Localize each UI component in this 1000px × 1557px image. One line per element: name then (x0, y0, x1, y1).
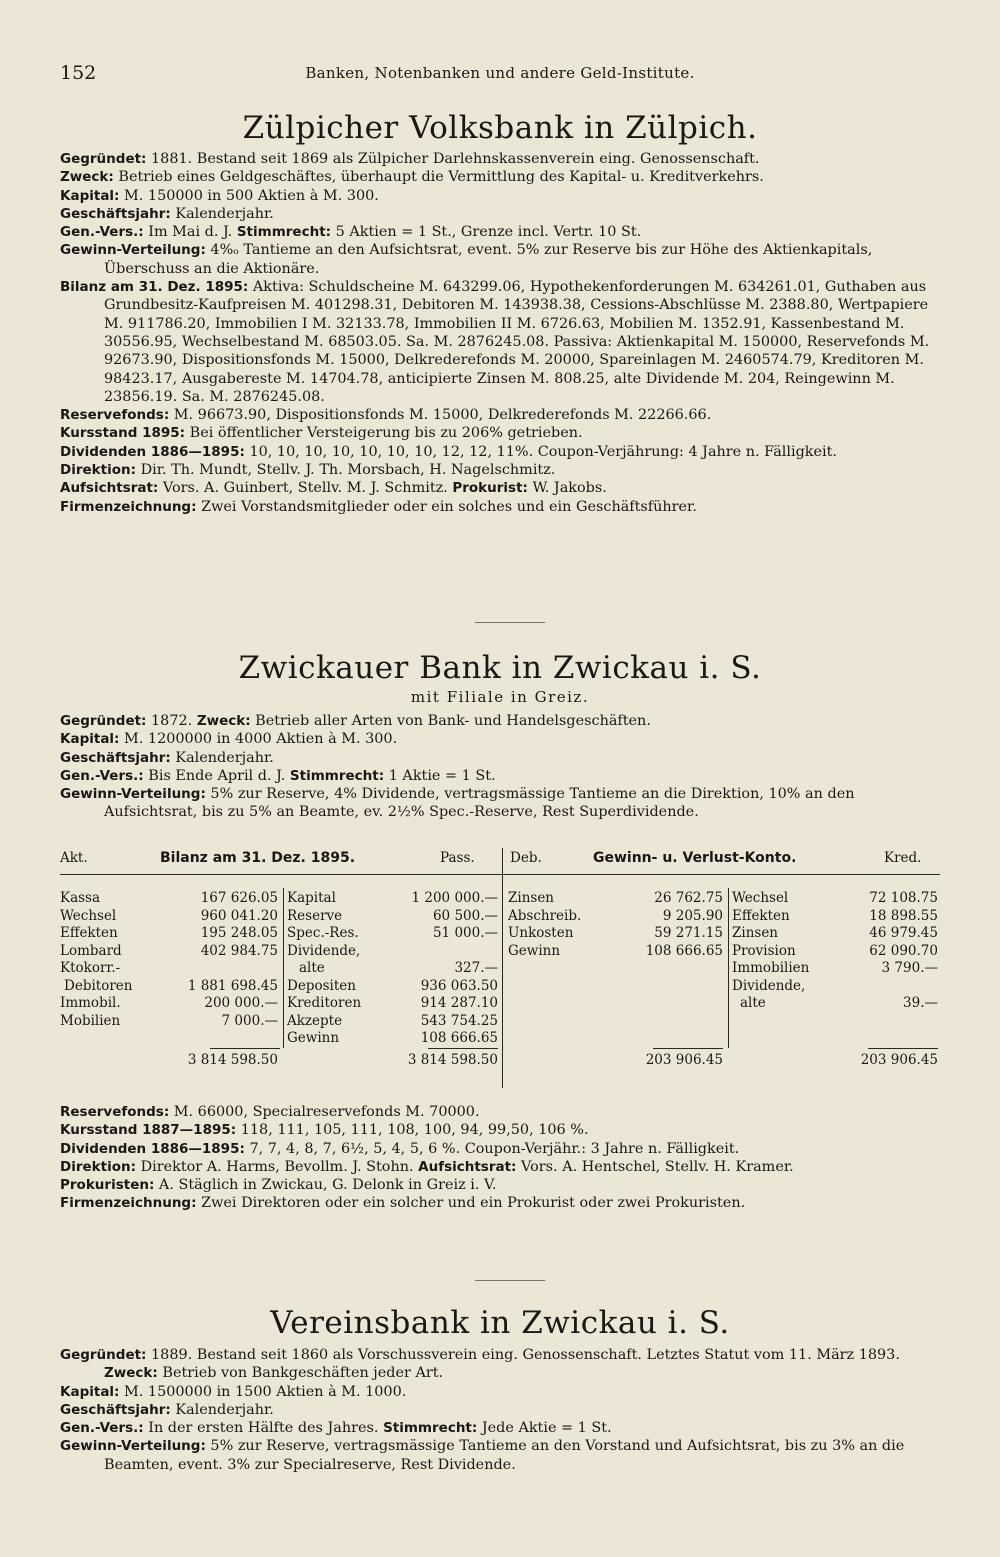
entry: Kapital: M. 1200000 in 4000 Aktien à M. 300. (60, 731, 398, 748)
header-deb: Deb. (510, 850, 542, 866)
total-aktiva: 3 814 598.50 (187, 1052, 278, 1068)
passiva-values: 1 200 000.— 60 500.— 51 000.— 327.— 936 063.50 914 287.10 543 754.25 108 666.65 (411, 890, 498, 1046)
col-rule (283, 888, 284, 1048)
sum-rule (428, 1048, 498, 1049)
entry: Gegründet: 1889. Bestand seit 1860 als Vorschussverein eing. Genossenschaft. Letztes Statut vom 11. März 1893. Zweck: Betrieb von Bankgeschäften jeder Art. (60, 1347, 900, 1382)
table-divider (502, 848, 503, 1088)
entry: Direktion: Direktor A. Harms, Bevollm. J. Stohn. Aufsichtsrat: Vors. A. Hentschel, Stellv. H. Kramer. (60, 1158, 794, 1175)
entry: Gewinn-Verteilung: 5% zur Reserve, vertragsmässige Tantieme an den Vorstand und Aufsichtsrat, bis zu 3% an die Beamten, event. 3% zur Specialreserve, Rest Dividende. (60, 1438, 905, 1473)
entry: Geschäftsjahr: Kalenderjahr. (60, 749, 274, 766)
entry: Reservefonds: M. 96673.90, Dispositionsfonds M. 15000, Delkrederefonds M. 22266.66. (60, 407, 712, 424)
entry: Kursstand 1887—1895: 118, 111, 105, 111, 108, 100, 94, 99,50, 106 %. (60, 1122, 589, 1139)
entry: Gen.-Vers.: In der ersten Hälfte des Jahres. Stimmrecht: Jede Aktie = 1 St. (60, 1420, 612, 1437)
balance-table (60, 848, 940, 1098)
aktiva-labels: Kassa Wechsel Effekten Lombard Ktokorr.- Debitoren Immobil. Mobilien (60, 890, 133, 1029)
entry: Gen.-Vers.: Bis Ende April d. J. Stimmrecht: 1 Aktie = 1 St. (60, 767, 496, 784)
entry: Gewinn-Verteilung: 5% zur Reserve, 4% Dividende, vertragsmässige Tantieme an die Direktion, 10% an den Aufsichtsrat, bis zu 5% an Beamte, ev. 2½% Spec.-Reserve, Rest Superdividende. (60, 786, 855, 821)
entry: Aufsichtsrat: Vors. A. Guinbert, Stellv. M. J. Schmitz. Prokurist: W. Jakobs. (60, 480, 607, 497)
total-debet: 203 906.45 (645, 1052, 723, 1068)
header-kred: Kred. (884, 850, 922, 866)
header-akt: Akt. (60, 850, 88, 866)
header-gewinn: Gewinn- u. Verlust-Konto. (593, 850, 797, 866)
entry: Dividenden 1886—1895: 10, 10, 10, 10, 10, 10, 10, 12, 12, 11%. Coupon-Verjährung: 4 Jahre n. Fälligkeit. (60, 443, 837, 460)
entry: Firmenzeichnung: Zwei Direktoren oder ein solcher und ein Prokurist oder zwei Prokuristen. (60, 1195, 746, 1212)
section-body-zuelpich (60, 150, 940, 516)
entry: Reservefonds: M. 66000, Specialreservefonds M. 70000. (60, 1104, 480, 1120)
debet-values: 26 762.75 9 205.90 59 271.15 108 666.65 (645, 890, 723, 959)
entry: Zweck: Betrieb eines Geldgeschäftes, überhaupt die Vermittlung des Kapital- u. Kreditverkehrs. (60, 169, 764, 186)
entry: Geschäftsjahr: Kalenderjahr. (60, 1401, 274, 1418)
entry: Gewinn-Verteilung: 4%ₒ Tantieme an den Aufsichtsrat, event. 5% zur Reserve bis zur Höhe des Aktienkapitals, Überschuss an die Aktionäre. (60, 242, 873, 277)
running-header (60, 62, 940, 84)
page-number: 152 (60, 62, 97, 84)
section-title-zuelpich: Zülpicher Volksbank in Zülpich. (242, 110, 758, 146)
entry: Direktion: Dir. Th. Mundt, Stellv. J. Th. Morsbach, H. Nagelschmitz. (60, 462, 556, 479)
entry: Firmenzeichnung: Zwei Vorstandsmitglieder oder ein solches und ein Geschäftsführer. (60, 498, 697, 515)
entry: Gen.-Vers.: Im Mai d. J. Stimmrecht: 5 Aktien = 1 St., Grenze incl. Vertr. 10 St. (60, 224, 642, 241)
sum-rule (210, 1048, 280, 1049)
sum-rule (653, 1048, 723, 1049)
entry: Kursstand 1895: Bei öffentlicher Versteigerung bis zu 206% getrieben. (60, 425, 583, 442)
entry: Geschäftsjahr: Kalenderjahr. (60, 205, 274, 222)
entry: Gegründet: 1872. Zweck: Betrieb aller Arten von Bank- und Handelsgeschäften. (60, 713, 651, 729)
entry: Gegründet: 1881. Bestand seit 1869 als Zülpicher Darlehnskassenverein eing. Genossenschaft. (60, 151, 760, 167)
total-passiva: 3 814 598.50 (407, 1052, 498, 1068)
section-body-zwickauer-after (60, 1103, 940, 1213)
section-title-vereinsbank: Vereinsbank in Zwickau i. S. (270, 1305, 730, 1341)
section-body-zwickauer (60, 712, 940, 822)
col-rule (728, 888, 729, 1048)
header-bilanz: Bilanz am 31. Dez. 1895. (160, 850, 356, 866)
entry: Kapital: M. 1500000 in 1500 Aktien à M. 1000. (60, 1383, 407, 1400)
section-divider (475, 622, 545, 623)
entry: Dividenden 1886—1895: 7, 7, 4, 8, 7, 6½, 5, 4, 5, 6 %. Coupon-Verjähr.: 3 Jahre n. Fälligkeit. (60, 1140, 740, 1157)
kredit-labels: Wechsel Effekten Zinsen Provision Immobilien Dividende, alte (732, 890, 810, 1011)
header-rule (60, 874, 940, 875)
entry: Kapital: M. 150000 in 500 Aktien à M. 300. (60, 187, 379, 204)
entry: Bilanz am 31. Dez. 1895: Aktiva: Schuldscheine M. 643299.06, Hypothekenforderungen M. 634261.01, Guthaben aus Grundbesitz-Kaufpreisen M. 401298.31, Debitoren M. 143938.38, Cessions-Abschlüsse M. 2388.80, Wertpapiere M. 911786.20, Immobilien I M. 32133.78, Immobilien II M. 6726.63, Mobilien M. 1352.91, Kassenbestand M. 30556.95, Wechselbestand M. 68503.05. Sa. M. 2876245.08. Passiva: Aktienkapital M. 150000, Reservefonds M. 92673.90, Dispositionsfonds M. 15000, Delkrederefonds M. 20000, Spareinlagen M. 2460574.79, Kreditoren M. 98423.17, Ausgabereste M. 14704.78, anticipierte Zinsen M. 808.25, alte Dividende M. 204, Reingewinn M. 23856.19. Sa. M. 2876245.08. (60, 279, 930, 405)
entry: Prokuristen: A. Stäglich in Zwickau, G. Delonk in Greiz i. V. (60, 1177, 497, 1194)
section-title-zwickauer: Zwickauer Bank in Zwickau i. S. (238, 650, 762, 686)
section-body-vereinsbank (60, 1346, 940, 1474)
passiva-labels: Kapital Reserve Spec.-Res. Dividende, alte Depositen Kreditoren Akzepte Gewinn (287, 890, 362, 1046)
running-title: Banken, Notenbanken und andere Geld-Institute. (305, 64, 695, 82)
section-subtitle: mit Filiale in Greiz. (410, 688, 590, 706)
kredit-values: 72 108.75 18 898.55 46 979.45 62 090.70 3 790.— 39.— (869, 890, 938, 1011)
total-kredit: 203 906.45 (860, 1052, 938, 1068)
aktiva-values: 167 626.05 960 041.20 195 248.05 402 984.75 1 881 698.45 200 000.— 7 000.— (187, 890, 278, 1029)
header-pass: Pass. (440, 850, 475, 866)
debet-labels: Zinsen Abschreib. Unkosten Gewinn (508, 890, 582, 959)
section-divider (475, 1280, 545, 1281)
sum-rule (868, 1048, 938, 1049)
